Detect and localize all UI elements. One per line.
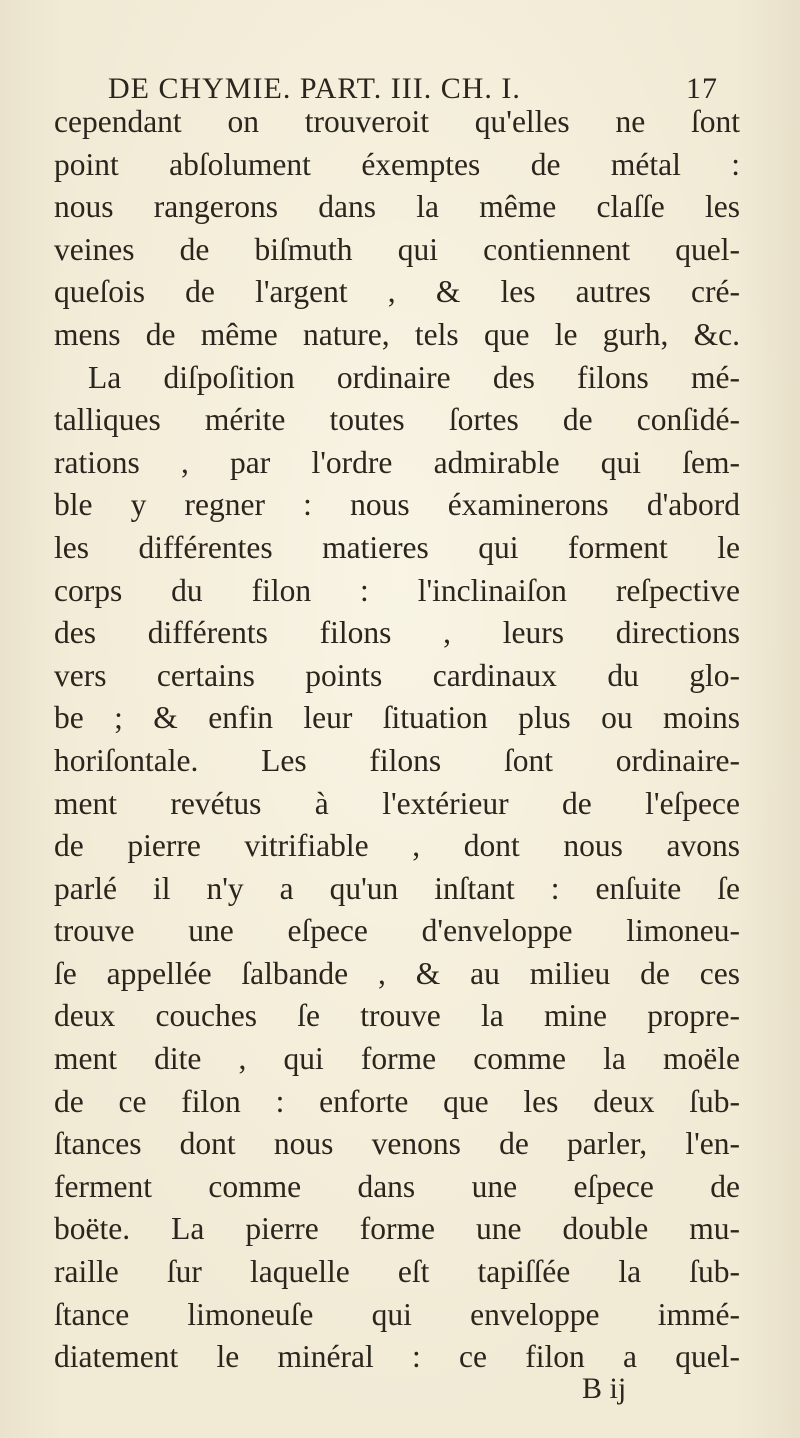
text-line: trouve une eſpece d'enveloppe limoneu- xyxy=(54,913,740,949)
page-number: 17 xyxy=(686,72,718,105)
text-line: ment dite , qui forme comme la moële xyxy=(54,1041,740,1077)
text-line: ſtances dont nous venons de parler, l'en- xyxy=(54,1126,740,1162)
text-line: de ce filon : enforte que les deux ſub- xyxy=(54,1083,740,1119)
text-line: nous rangerons dans la même claſſe les xyxy=(54,189,740,225)
text-line: mens de même nature, tels que le gurh, &c. xyxy=(54,316,740,352)
text-line: queſois de l'argent , & les autres cré- xyxy=(54,274,740,310)
text-line: rations , par l'ordre admirable qui ſem- xyxy=(54,444,740,480)
text-line: raille ſur laquelle eſt tapiſſée la ſub- xyxy=(54,1254,740,1290)
text-line: des différents filons , leurs directions xyxy=(54,615,740,651)
text-line: de pierre vitrifiable , dont nous avons xyxy=(54,828,740,864)
text-line: vers certains points cardinaux du glo- xyxy=(54,657,740,693)
text-line: veines de biſmuth qui contiennent quel- xyxy=(54,231,740,267)
text-line: diatement le minéral : ce filon a quel- xyxy=(54,1339,740,1375)
text-line: ſe appellée ſalbande , & au milieu de ces xyxy=(54,955,740,991)
text-line: parlé il n'y a qu'un inſtant : enſuite ſe xyxy=(54,870,740,906)
text-line: ſtance limoneuſe qui enveloppe immé- xyxy=(54,1296,740,1332)
text-line: ferment comme dans une eſpece de xyxy=(54,1168,740,1204)
text-line: cependant on trouveroit qu'elles ne ſont xyxy=(54,104,740,139)
text-line: be ; & enfin leur ſituation plus ou moins xyxy=(54,700,740,736)
text-line: corps du filon : l'inclinaiſon reſpective xyxy=(54,572,740,608)
body-text xyxy=(54,101,740,1379)
text-line: talliques mérite toutes ſortes de conſidé- xyxy=(54,402,740,438)
text-line: point abſolument éxemptes de métal : xyxy=(54,146,740,182)
text-line: La diſpoſition ordinaire des filons mé- xyxy=(88,359,740,395)
text-line: horiſontale. Les filons ſont ordinaire- xyxy=(54,742,740,778)
text-line: les différentes matieres qui forment le xyxy=(54,529,740,565)
running-head: DE CHYMIE. PART. III. CH. I. xyxy=(108,72,521,105)
text-line: ment revétus à l'extérieur de l'eſpece xyxy=(54,785,740,821)
text-line: ble y regner : nous éxaminerons d'abord xyxy=(54,487,740,523)
signature-mark: B ij xyxy=(582,1372,627,1405)
text-line: boëte. La pierre forme une double mu- xyxy=(54,1211,740,1247)
text-line: deux couches ſe trouve la mine propre- xyxy=(54,998,740,1034)
